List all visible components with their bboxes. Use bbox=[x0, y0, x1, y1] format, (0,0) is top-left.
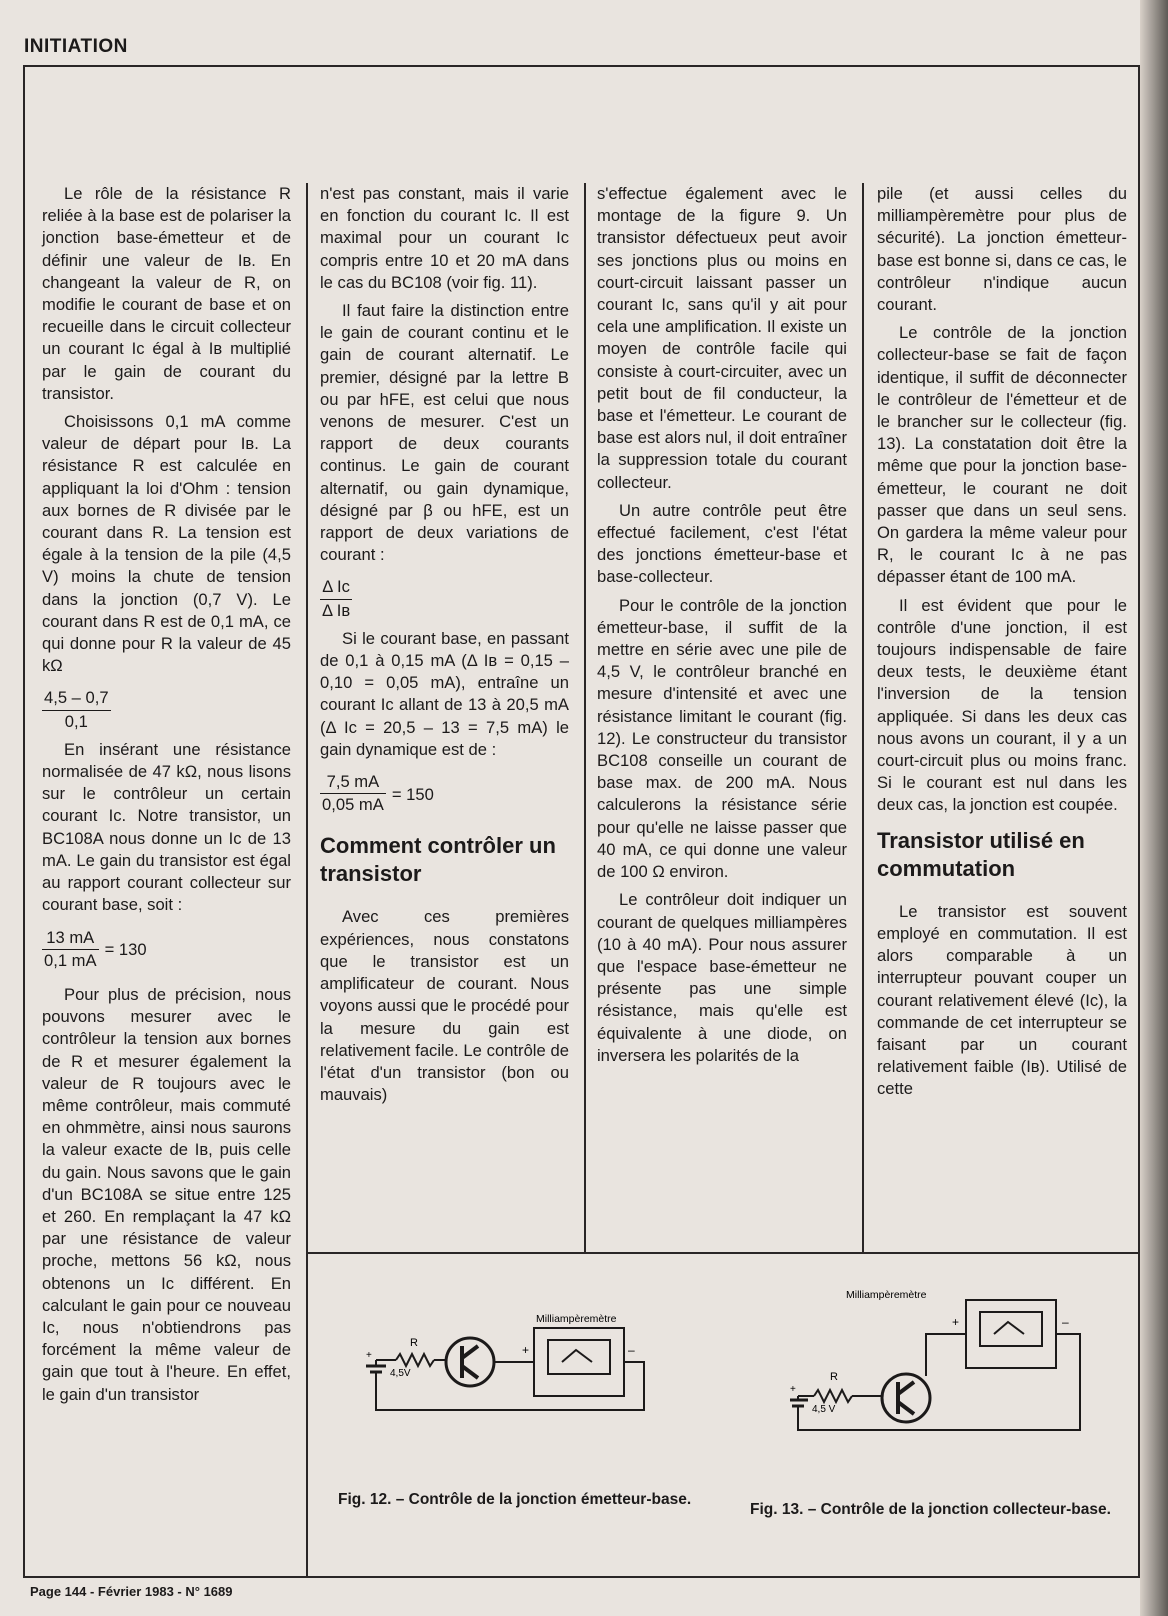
fig12-caption: Fig. 12. – Contrôle de la jonction émetteur-base. bbox=[338, 1491, 692, 1508]
fig13-resistor bbox=[814, 1390, 852, 1402]
section-heading: Comment contrôler un transistor bbox=[320, 833, 556, 887]
fig12-battery-plus: + bbox=[366, 1350, 372, 1361]
figure-area-divider bbox=[306, 1252, 1140, 1254]
fig13-voltage-label: 4,5 V bbox=[812, 1404, 836, 1415]
paragraph: Le rôle de la résistance R reliée à la base est de polariser la jonction base-émetteur et de définir une valeur de Iʙ. En changeant la valeur de R, on modifie le courant de base et on recueille dans le circuit collecteur un courant Ic égal à Iʙ multiplié par le gain de courant du transistor. bbox=[42, 184, 291, 403]
fig13-circuit-diagram bbox=[790, 1288, 1090, 1478]
paragraph: Le transistor est souvent employé en commutation. Il est alors comparable à un interrupteur pouvant couper un courant relativement élevé (Ic), la commande de cet interrupteur se faisant par un courant relativement faible (Iʙ). Utilisé de cette bbox=[877, 901, 1127, 1099]
paragraph: Un autre contrôle peut être effectué facilement, c'est l'état des jonctions émetteur-base et base-collecteur. bbox=[597, 500, 847, 587]
formula-numerator: 4,5 – 0,7 bbox=[42, 687, 111, 710]
fig13-transistor-leads bbox=[898, 1382, 914, 1414]
fig13-meter-dial bbox=[980, 1312, 1042, 1346]
formula-result: = 150 bbox=[391, 784, 434, 804]
fig12-plus: + bbox=[522, 1343, 530, 1357]
formula-line bbox=[42, 923, 291, 978]
fig13-plus: + bbox=[952, 1315, 960, 1329]
paragraph: Le contrôleur doit indiquer un courant de quelques milliampères (10 à 40 mA). Pour nous assurer que l'espace base-émetteur ne présente pas une simple résistance, mais qu'elle est équivalente à une diode, on inversera les polarités de la bbox=[597, 890, 847, 1065]
fig13-meter-label: Milliampèremètre bbox=[846, 1289, 927, 1301]
paragraph: s'effectue également avec le montage de la figure 9. Un transistor défectueux peut avoir ses jonctions plus ou moins en court-circuit laissant passer un courant Ic, sans qu'il y ait pour cela une amplification. Il existe un moyen de contrôle facile qui consiste à court-circuiter, avec un petit bout de fil conducteur, la base et l'émetteur. Le courant de base est alors nul, il doit entraîner la suppression totale du courant collecteur. bbox=[597, 184, 847, 492]
fig12-voltage-label: 4,5V bbox=[390, 1368, 411, 1379]
paragraph: Pour plus de précision, nous pouvons mesurer avec le contrôleur la tension aux bornes de R et mesurer également la valeur de R toujours avec le même contrôleur, mais commuté en ohmmètre, ainsi nous saurons la valeur exacte de Iʙ, puis celle du gain. Nous savons que le gain d'un BC108A se situe entre 125 et 260. En remplaçant la 47 kΩ par une résistance de valeur proche, mettons 56 kΩ, nous obtenons un Ic différent. En calculant le gain pour ce nouveau Ic, nous n'obtiendrons pas forcément la même valeur de gain que tout à l'heure. En effet, le gain d'un transistor bbox=[42, 984, 291, 1404]
column-3 bbox=[597, 183, 847, 1073]
paragraph: Il faut faire la distinction entre le gain de courant continu et le gain de courant alternatif. Le premier, désigné par la lettre B ou par hFE, est celui que nous venons de mesurer. C'est un rapport de deux courants continus. Le gain de courant alternatif, ou gain dynamique, désigné par β ou hFE, est un rapport de deux variations de courant : bbox=[320, 301, 569, 565]
paragraph: Pour le contrôle de la jonction émetteur-base, il suffit de la mettre en série avec une pile de 4,5 V, le contrôleur branché en mesure d'intensité et avec une résistance limitant le courant (fig. 12). Le constructeur du transistor BC108 conseille un courant de base max. de 200 mA. Nous calculerons la résistance série pour qu'elle ne laisse passer que 40 mA, ce qui donne une valeur de 100 Ω environ. bbox=[597, 595, 847, 882]
formula-line bbox=[320, 767, 569, 822]
fig12-resistor bbox=[396, 1354, 434, 1366]
formula-numerator: 7,5 mA bbox=[320, 771, 386, 794]
formula-numerator: Δ Ic bbox=[320, 576, 352, 599]
paragraph: Il est évident que pour le contrôle d'une jonction, il est toujours indispensable de faire deux tests, le deuxième étant l'inversion de la tension appliquée. Si dans les deux cas nous avons un courant, il y a un court-circuit plus ou moins franc. Si le courant est nul dans les deux cas, la jonction est coupée. bbox=[877, 595, 1127, 815]
fig13-r-label: R bbox=[830, 1371, 838, 1383]
formula-denominator: 0,1 bbox=[64, 711, 88, 731]
page-edge bbox=[1140, 0, 1168, 1616]
fig12-r-label: R bbox=[410, 1337, 418, 1349]
formula-fraction bbox=[42, 927, 99, 972]
formula-result: = 130 bbox=[104, 940, 147, 960]
section-heading: Transistor utilisé en commutation bbox=[877, 827, 1085, 881]
formula-fraction bbox=[320, 771, 386, 816]
fig13-meter-needle bbox=[994, 1322, 1024, 1334]
column-1 bbox=[42, 183, 291, 1412]
paragraph: Avec ces premières expériences, nous constatons que le transistor est un amplificateur de courant. Nous voyons aussi que le procédé pour la mesure du gain est relativement facile. Le contrôle de l'état d'un transistor (bon ou mauvais) bbox=[320, 907, 569, 1105]
paragraph: Si le courant base, en passant de 0,1 à 0,15 mA (Δ Iʙ = 0,15 – 0,10 = 0,05 mA), entraîne un courant Ic allant de 13 à 20,5 mA (Δ Ic = 20,5 – 13 = 7,5 mA) le gain dynamique est de : bbox=[320, 628, 569, 759]
column-divider bbox=[584, 183, 586, 1253]
column-divider bbox=[306, 183, 308, 1578]
section-header: INITIATION bbox=[24, 36, 128, 57]
formula-denominator: 0,1 mA bbox=[44, 950, 97, 970]
page-footer: Page 144 - Février 1983 - N° 1689 bbox=[30, 1584, 233, 1599]
paragraph: Choisissons 0,1 mA comme valeur de départ pour Iʙ. La résistance R est calculée en appliquant la loi d'Ohm : tension aux bornes de R divisée par le courant dans R. La tension est égale à la tension de la pile (4,5 V) moins la chute de tension dans la jonction (0,7 V). Le courant dans R est de 0,1 mA, ce qui donne pour R la valeur de 45 kΩ bbox=[42, 412, 291, 676]
fig13-wire bbox=[926, 1334, 966, 1376]
column-4 bbox=[877, 183, 1127, 1107]
paragraph: Le contrôle de la jonction collecteur-base se fait de façon identique, il suffit de déconnecter le contrôleur de l'émetteur et de le brancher sur le collecteur (fig. 13). La constatation doit être la même que pour la jonction base-émetteur, le courant ne doit passer que dans un seul sens. On gardera la même valeur pour R, le courant Ic à ne pas dépasser étant de 100 mA. bbox=[877, 323, 1127, 587]
fig12-transistor-leads bbox=[462, 1346, 478, 1378]
fig12-meter-label: Milliampèremètre bbox=[536, 1313, 617, 1325]
fig12-circuit-diagram bbox=[366, 1310, 686, 1460]
paragraph: n'est pas constant, mais il varie en fonction du courant Ic. Il est maximal pour un courant Ic compris entre 10 et 20 mA dans le cas du BC108 (voir fig. 11). bbox=[320, 184, 569, 292]
paragraph: En insérant une résistance normalisée de 47 kΩ, nous lisons sur le contrôleur un certain courant Ic. Notre transistor, un BC108A nous donne un Ic de 13 mA. Le gain du transistor est égal au rapport courant collecteur sur courant base, soit : bbox=[42, 739, 291, 915]
fig13-minus: – bbox=[1062, 1315, 1069, 1329]
fig13-battery-plus: + bbox=[790, 1384, 796, 1395]
fig12-wire bbox=[376, 1362, 644, 1410]
column-divider bbox=[862, 183, 864, 1253]
fig12-transistor bbox=[446, 1338, 494, 1386]
fig12-minus: – bbox=[628, 1343, 635, 1357]
formula-fraction bbox=[320, 576, 352, 621]
formula-fraction bbox=[42, 687, 111, 732]
fig13-caption: Fig. 13. – Contrôle de la jonction collecteur-base. bbox=[750, 1501, 1111, 1518]
fig12-meter-dial bbox=[548, 1340, 610, 1374]
fig13-transistor bbox=[882, 1374, 930, 1422]
column-2 bbox=[320, 183, 569, 1112]
formula-denominator: Δ Iʙ bbox=[322, 600, 351, 620]
paragraph: pile (et aussi celles du milliampèremètre pour plus de sécurité). La jonction émetteur-base est bonne si, dans ce cas, le contrôleur n'indique aucun courant. bbox=[877, 184, 1127, 315]
fig12-meter-needle bbox=[562, 1350, 592, 1362]
formula-denominator: 0,05 mA bbox=[322, 795, 384, 815]
fig13-wire bbox=[798, 1334, 1080, 1430]
formula-numerator: 13 mA bbox=[42, 927, 99, 950]
